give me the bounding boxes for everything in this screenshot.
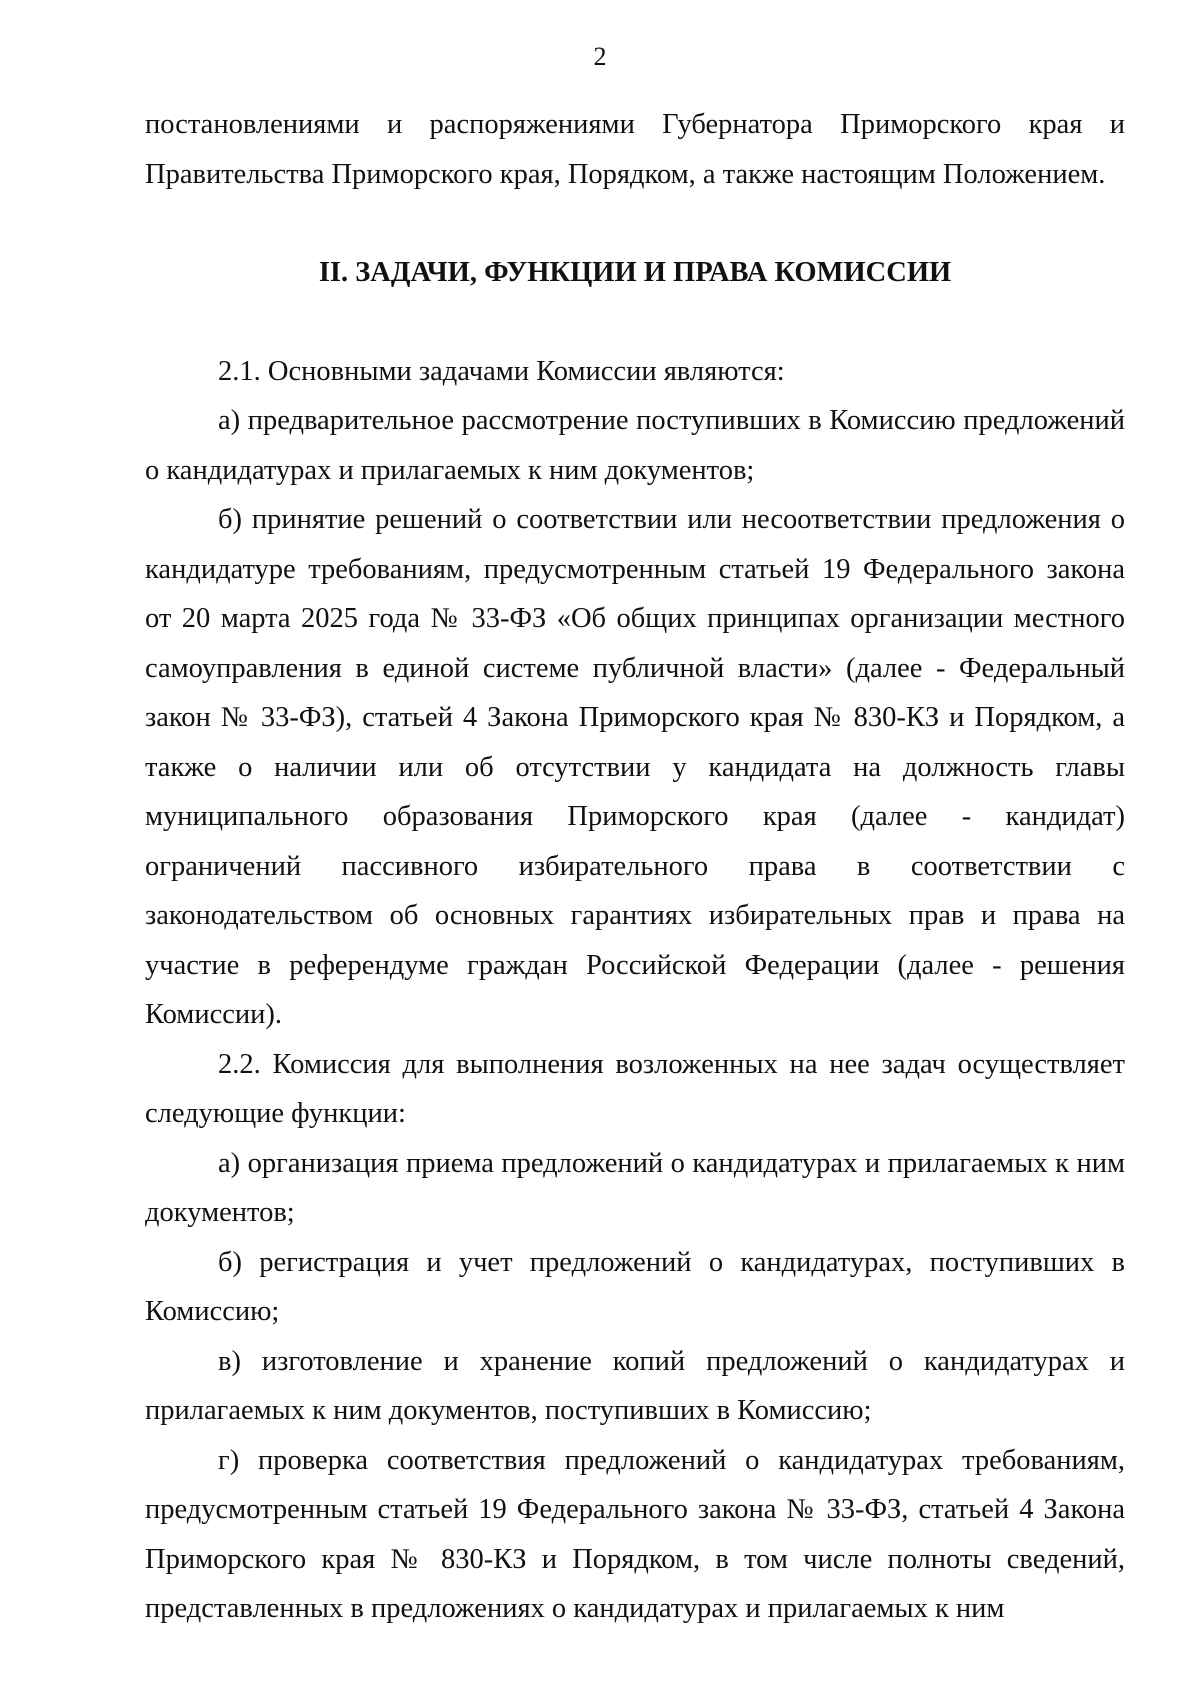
paragraph-2-1: 2.1. Основными задачами Комиссии являются: [218,355,785,387]
paragraph-2-2-g: г) проверка соответствия предложений о кандидатурах требованиям, предусмотренным статьей 19 Федерального закона № 33-ФЗ, статьей 4 Закона Приморского края № 830-КЗ и Порядком, в том числе полноты сведений, представленных в предложениях о кандидатурах и прилагаемых к ним [145,1444,1125,1624]
paragraph-2-2-b: б) регистрация и учет предложений о кандидатурах, поступивших в Комиссию; [145,1246,1125,1327]
paragraph-2-2-a: а) организация приема предложений о кандидатурах и прилагаемых к ним документов; [145,1147,1125,1228]
paragraph-2-2-v: в) изготовление и хранение копий предложений о кандидатурах и прилагаемых к ним документов, поступивших в Комиссию; [145,1345,1125,1426]
document-body [145,100,1125,1634]
paragraph-2-1-b: б) принятие решений о соответствии или несоответствии предложения о кандидатуре требованиям, предусмотренным статьей 19 Федерального закона от 20 марта 2025 года № 33-ФЗ «Об общих принципах организации местного самоуправления в единой системе публичной власти» (далее - Федеральный закон № 33-ФЗ), статьей 4 Закона Приморского края № 830-КЗ и Порядком, а также о наличии или об отсутствии у кандидата на должность главы муниципального образования Приморского края (далее - кандидат) ограничений пассивного избирательного права в соответствии с законодательством об основных гарантиях избирательных прав и права на участие в референдуме граждан Российской Федерации (далее - решения Комиссии). [145,504,1125,1030]
page-number: 2 [593,42,607,71]
paragraph-continuation: постановлениями и распоряжениями Губернатора Приморского края и Правительства Приморского края, Порядком, а также настоящим Положением. [145,109,1125,190]
paragraph-2-2: 2.2. Комиссия для выполнения возложенных на нее задач осуществляет следующие функции: [145,1048,1125,1129]
paragraph-2-1-a: а) предварительное рассмотрение поступивших в Комиссию предложений о кандидатурах и прилагаемых к ним документов; [145,405,1125,486]
section-title: II. ЗАДАЧИ, ФУНКЦИИ И ПРАВА КОМИССИИ [318,257,952,288]
